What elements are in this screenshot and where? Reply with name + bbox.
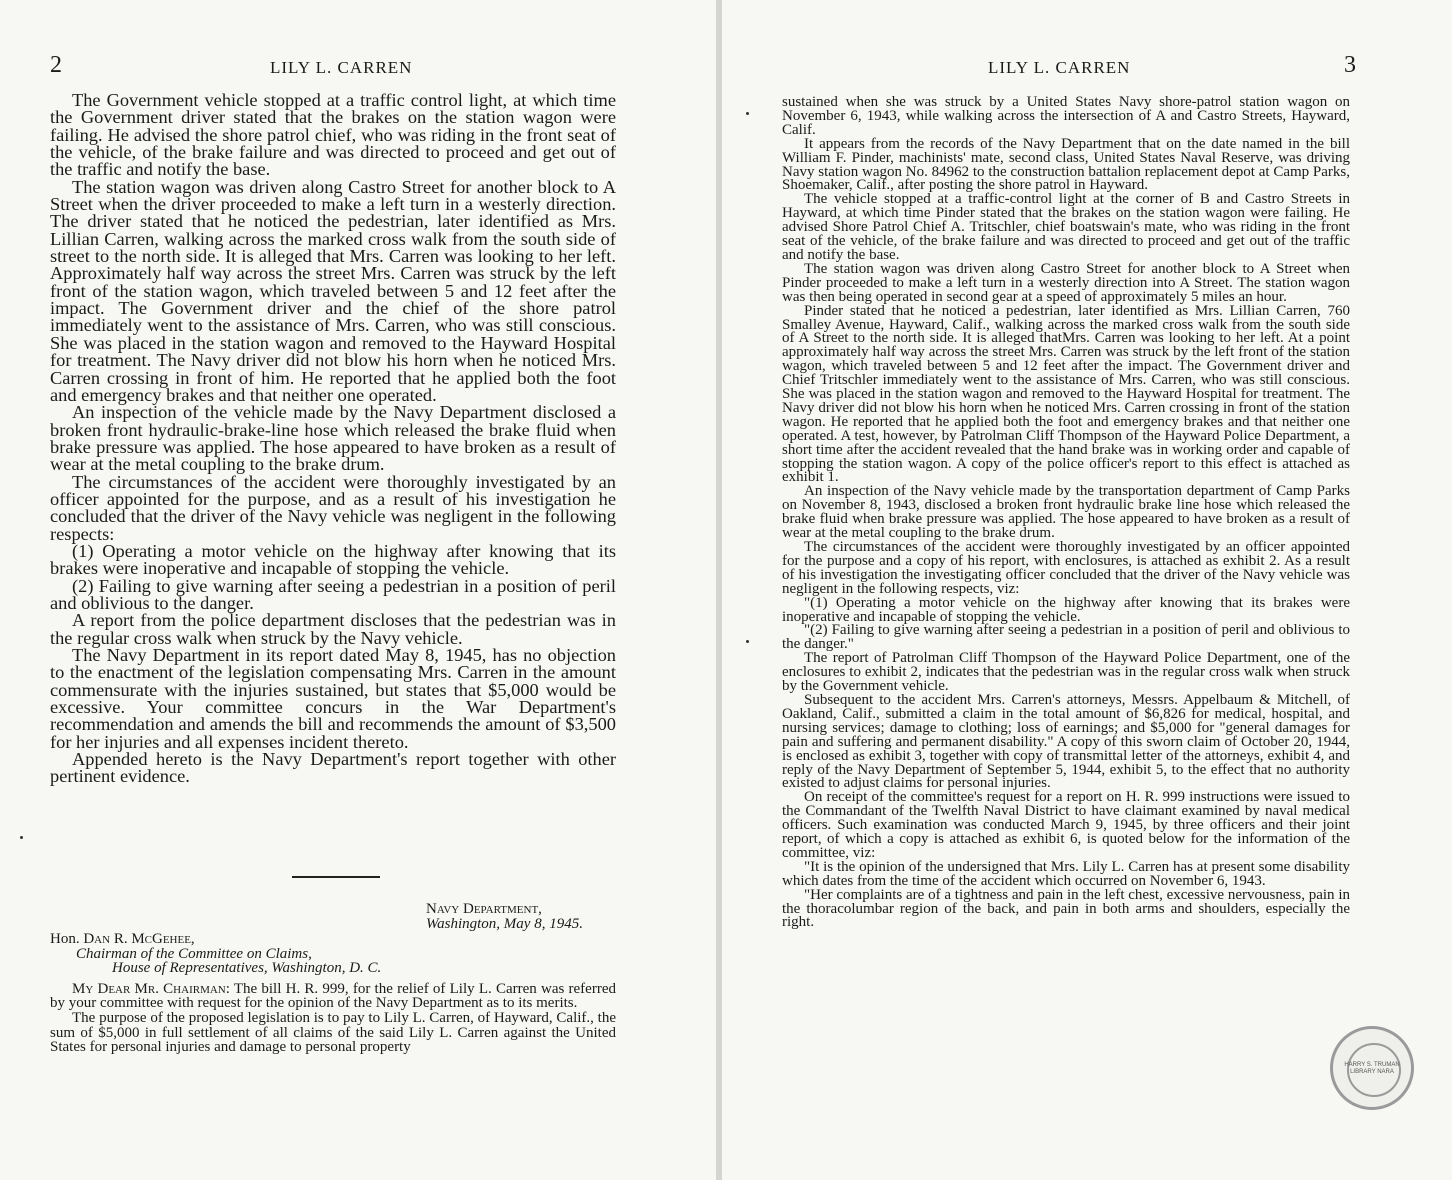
paragraph: It appears from the records of the Navy Department that on the date named in the bill William F. Pinder, machinists' mate, second class, United States Naval Reserve, was driving Navy station wagon No. 84962 to the construction battalion replacement depot at Camp Parks, Shoemaker, Calif., after posting the shore patrol in Hayward.	[782, 135, 1350, 194]
paragraph: (1) Operating a motor vehicle on the highway after knowing that its brakes were inoperative and incapable of stopping the vehicle.	[50, 540, 616, 579]
paragraph: "(2) Failing to give warning after seeing a pedestrian in a position of peril and oblivious to the danger."	[782, 622, 1350, 653]
addressee-title: Chairman of the Committee on Claims,	[76, 945, 312, 962]
paragraph: The circumstances of the accident were thoroughly investigated by an officer appointed for the purpose and a copy of his report, with enclosures, is attached as exhibit 2. As a result of his investigation the investigating officer concluded that the driver of the Navy vehicle was negligent in the following respects, viz:	[782, 539, 1350, 597]
paragraph: Subsequent to the accident Mrs. Carren's attorneys, Messrs. Appelbaum & Mitchell, of Oakland, Calif., submitted a claim in the total amount of $6,826 for medical, hospital, and nursing services; damage to clothing; loss of earnings; and $5,000 for "general damages for pain and suffering and permanent disability." A copy of this sworn claim of October 20, 1944, is enclosed as exhibit 3, together with copy of transmittal letter of the attorneys, exhibit 4, and reply of the Navy Department of September 5, 1944, exhibit 5, to the effect that no authority existed to adjust claims for personal injuries.	[782, 691, 1350, 792]
body-text	[50, 92, 616, 786]
addressee-name: Dan R. McGehee,	[83, 931, 195, 947]
paragraph: "(1) Operating a motor vehicle on the highway after knowing that its brakes were inoperative and incapable of stopping the vehicle.	[782, 594, 1350, 625]
paragraph: The Government vehicle stopped at a traffic control light, at which time the Government driver stated that the brakes on the station wagon were failing. He advised the shore patrol chief, who was riding in the front seat of the vehicle, of the brake failure and was directed to proceed and get out of the traffic and notify the base.	[50, 90, 616, 180]
paragraph: "Her complaints are of a tightness and pain in the left chest, excessive nervousness, pain in the thoracolumbar region of the back, and pain in both arms and shoulders, especially the right.	[782, 886, 1350, 931]
letter-sender	[426, 902, 583, 932]
addressee	[50, 932, 616, 976]
paragraph: An inspection of the vehicle made by the Navy Department disclosed a broken front hydraulic-brake-line hose which released the brake fluid when brake pressure was applied. The hose appeared to have broken as a result of wear at the metal coupling to the brake drum.	[50, 402, 616, 475]
paragraph: A report from the police department discloses that the pedestrian was in the regular cross walk when struck by the Navy vehicle.	[50, 610, 616, 648]
paragraph: Pinder stated that he noticed a pedestrian, later identified as Mrs. Lillian Carren, 760 Smalley Avenue, Hayward, Calif., walking across the marked cross walk from the south side of A Street to the north side. It is alleged thatMrs. Carren was looking to her left. At a point approximately half way across the street Mrs. Carren was struck by the left front of the station wagon, which traveled between 5 and 12 feet after the impact. The Government driver and Chief Tritschler immediately went to the assistance of Mrs. Carren, who was still conscious. She was placed in the station wagon and removed to the Hayward Hospital for treatment. The Navy driver did not blow his horn when he noticed Mrs. Carren crossing in front of the station wagon. He reported that he applied both the foot and emergency brakes and that neither one operated. A test, however, by Patrolman Cliff Thompson of the Hayward Police Department, a short time after the accident revealed that the hand brake was in working order and capable of stopping the station wagon. A copy of the police officer's report to this effect is attached as exhibit 1.	[782, 302, 1350, 486]
sender-org: Navy Department,	[426, 901, 542, 917]
paragraph: The report of Patrolman Cliff Thompson of the Hayward Police Department, one of the enclosures to exhibit 2, indicates that the pedestrian was in the regular cross walk when struck by the Government vehicle.	[782, 650, 1350, 695]
running-header: LILY L. CARREN	[270, 58, 413, 77]
right-page	[722, 0, 1452, 1180]
paragraph: An inspection of the Navy vehicle made by the transportation department of Camp Parks on November 8, 1943, disclosed a broken front hydraulic brake line hose which released the brake fluid when brake pressure was applied. The hose appeared to have broken as a result of wear at the metal coupling to the brake drum.	[782, 483, 1350, 542]
section-rule	[292, 876, 380, 878]
paragraph: The circumstances of the accident were thoroughly investigated by an officer appointed for the purpose, and as a result of his investigation he concluded that the driver of the Navy vehicle was negligent in the following respects:	[50, 471, 616, 544]
body-text	[782, 96, 1350, 930]
letter	[50, 932, 616, 1055]
paragraph: (2) Failing to give warning after seeing a pedestrian in a position of peril and oblivious to the danger.	[50, 575, 616, 613]
left-page	[0, 0, 716, 1180]
paragraph: sustained when she was struck by a United States Navy shore-patrol station wagon on November 6, 1943, while walking across the intersection of A and Castro Streets, Hayward, Calif.	[782, 94, 1350, 138]
stamp-text: HARRY S. TRUMAN LIBRARY NARA	[1344, 1062, 1400, 1075]
scan-speck	[746, 112, 749, 115]
letter-paragraph: My Dear Mr. Chairman: The bill H. R. 999, for the relief of Lily L. Carren was referred by your committee with request for the opinion of the Navy Department as to its merits.	[50, 980, 616, 1012]
library-stamp	[1330, 1026, 1414, 1110]
scan-speck	[20, 836, 23, 839]
addressee-prefix: Hon.	[50, 931, 80, 947]
page-number: 3	[1344, 52, 1356, 78]
paragraph: The vehicle stopped at a traffic-control light at the corner of B and Castro Streets in Hayward, at which time Pinder stated that the brakes on the station wagon were failing. He advised Shore Patrol Chief A. Tritschler, chief boatswain's mate, who was riding in the front seat of the vehicle, of the brake failure and was directed to proceed and get out of the traffic and notify the base.	[782, 191, 1350, 263]
scan-speck	[746, 640, 749, 643]
addressee-org: House of Representatives, Washington, D. C.	[112, 960, 382, 977]
paragraph: The station wagon was driven along Castro Street for another block to A Street when the driver proceeded to make a left turn in a westerly direction. The driver stated that he noticed the pedestrian, later identified as Mrs. Lillian Carren, walking across the marked cross walk from the south side of street to the north side. It is alleged that Mrs. Carren was looking to her left. Approximately half way across the street Mrs. Carren was struck by the left front of the station wagon, which traveled between 5 and 12 feet after the impact. The Government driver and the chief of the shore patrol immediately went to the assistance of Mrs. Carren, who was still conscious. She was placed in the station wagon and removed to the Hayward Hospital for treatment. The Navy driver did not blow his horn when he noticed Mrs. Carren crossing in front of him. He reported that he applied both the foot and emergency brakes and that neither one operated.	[50, 176, 616, 405]
page-number: 2	[50, 52, 62, 78]
salutation: My Dear Mr. Chairman:	[72, 980, 230, 997]
paragraph: Appended hereto is the Navy Department's report together with other pertinent evidence.	[50, 749, 616, 787]
paragraph: The station wagon was driven along Castro Street for another block to A Street when Pinder proceeded to make a left turn in a westerly direction into A Street. The station wagon was then being operated in second gear at a speed of approximately 5 miles an hour.	[782, 260, 1350, 305]
running-header: LILY L. CARREN	[988, 58, 1131, 77]
sender-place-date: Washington, May 8, 1945.	[426, 916, 583, 932]
letter-paragraph: The purpose of the proposed legislation is to pay to Lily L. Carren, of Hayward, Calif., the sum of $5,000 in full settlement of all claims of the said Lily L. Carren against the United States for personal injuries and damage to personal property	[50, 1009, 616, 1056]
paragraph: The Navy Department in its report dated May 8, 1945, has no objection to the enactment of the legislation compensating Mrs. Carren in the amount commensurate with the injuries sustained, but states that $5,000 would be excessive. Your committee concurs in the War Department's recommendation and amends the bill and recommends the amount of $3,500 for her injuries and all expenses incident thereto.	[50, 645, 616, 752]
paragraph: On receipt of the committee's request for a report on H. R. 999 instructions were issued to the Commandant of the Twelfth Naval District to have claimant examined by naval medical officers. Such examination was conducted March 9, 1945, by three officers and their joint report, of which a copy is attached as exhibit 6, is quoted below for the information of the committee, viz:	[782, 789, 1350, 861]
paragraph: "It is the opinion of the undersigned that Mrs. Lily L. Carren has at present some disability which dates from the time of the accident which occurred on November 6, 1943.	[782, 858, 1350, 889]
